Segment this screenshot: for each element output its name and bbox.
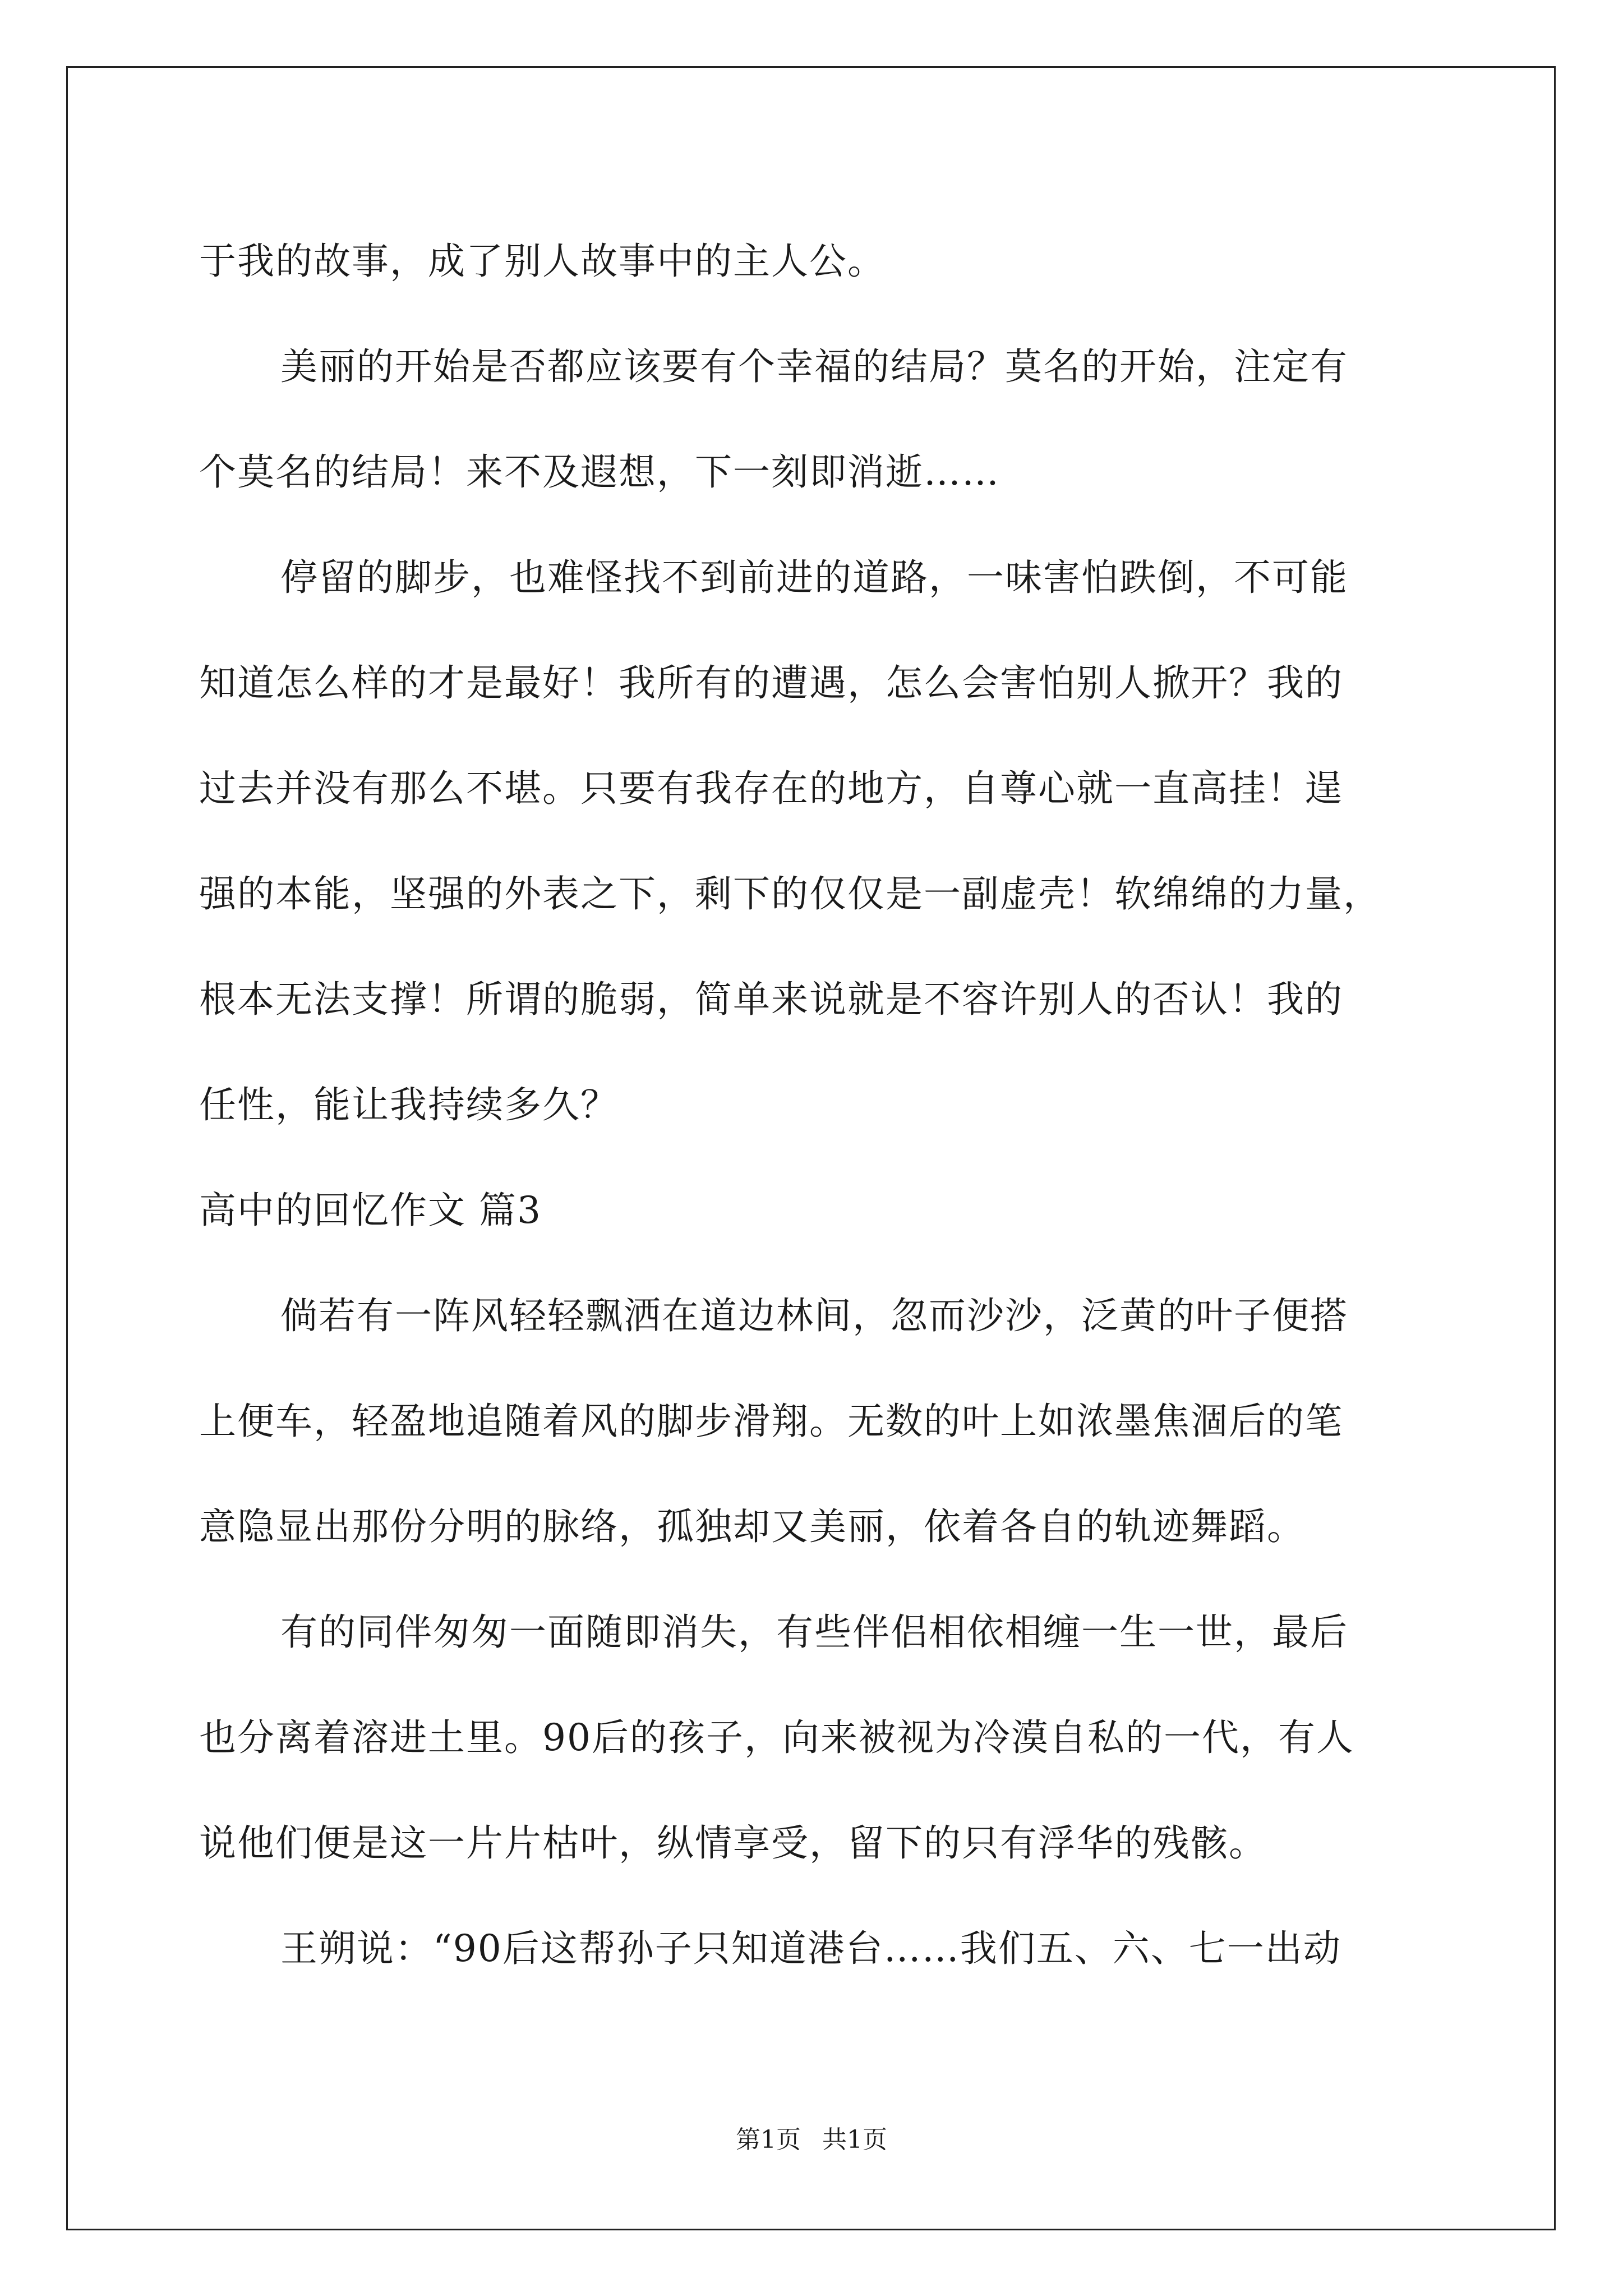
section-heading: 高中的回忆作文 篇3 <box>199 1189 542 1232</box>
document-body <box>199 209 1450 2001</box>
text-line: 强的本能，坚强的外表之下，剩下的仅仅是一副虚壳！软绵绵的力量， <box>199 872 1381 915</box>
text-line: 知道怎么样的才是最好！我所有的遭遇，怎么会害怕别人掀开？我的 <box>199 661 1343 705</box>
page-footer <box>0 2123 1623 2157</box>
text-line: 美丽的开始是否都应该要有个幸福的结局？莫名的开始，注定有 <box>280 345 1348 388</box>
text-line: 停留的脚步，也难怪找不到前进的道路，一味害怕跌倒，不可能 <box>280 556 1348 599</box>
page-total: 共1页 <box>822 2125 887 2154</box>
page-number: 第1页 <box>736 2125 801 2154</box>
text-line: 根本无法支撑！所谓的脆弱，简单来说就是不容许别人的否认！我的 <box>199 978 1343 1021</box>
text-line: 说他们便是这一片片枯叶，纵情享受，留下的只有浮华的残骸。 <box>199 1821 1267 1865</box>
text-line: 于我的故事，成了别人故事中的主人公。 <box>199 240 886 283</box>
text-line: 倘若有一阵风轻轻飘洒在道边林间，忽而沙沙，泛黄的叶子便搭 <box>280 1294 1348 1337</box>
text-line: 个莫名的结局！来不及遐想，下一刻即消逝…… <box>199 450 1000 494</box>
text-line: 上便车，轻盈地追随着风的脚步滑翔。无数的叶上如浓墨焦涸后的笔 <box>199 1400 1343 1443</box>
text-line: 任性，能让我持续多久？ <box>199 1083 619 1126</box>
text-line: 王朔说：“90后这帮孙子只知道港台……我们五、六、七一出动 <box>280 1927 1341 1970</box>
text-line: 有的同伴匆匆一面随即消失，有些伴侣相依相缠一生一世，最后 <box>280 1611 1348 1654</box>
text-line: 也分离着溶进土里。90后的孩子，向来被视为冷漠自私的一代，有人 <box>199 1716 1354 1759</box>
text-line: 意隐显出那份分明的脉络，孤独却又美丽，依着各自的轨迹舞蹈。 <box>199 1505 1305 1548</box>
text-line: 过去并没有那么不堪。只要有我存在的地方，自尊心就一直高挂！逞 <box>199 767 1343 810</box>
